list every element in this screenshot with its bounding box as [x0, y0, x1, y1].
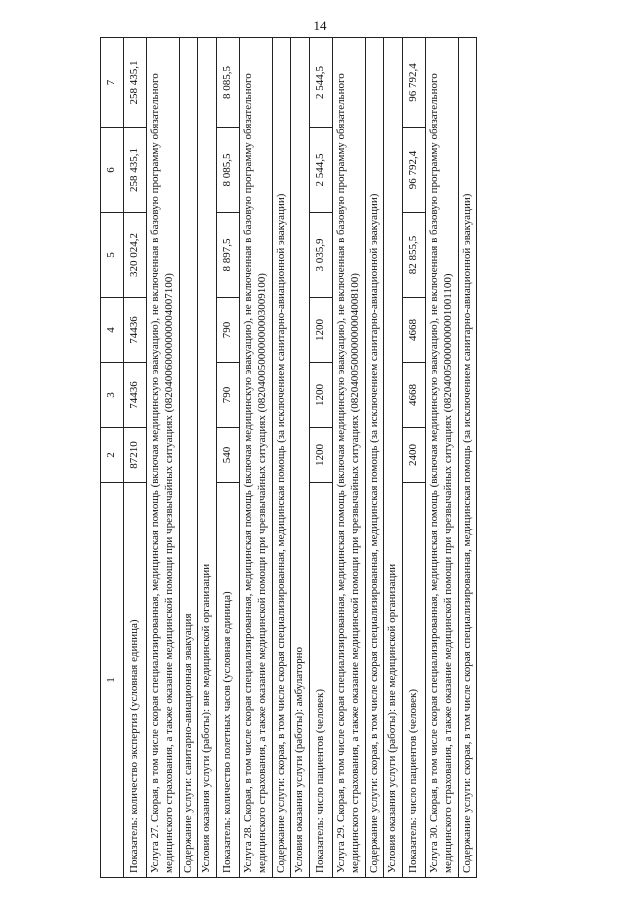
indicator-row: [310, 38, 333, 878]
section-row: [426, 38, 459, 878]
page-number: 14: [313, 18, 327, 33]
indicator-label: Показатель: количество полетных часов (условная единица): [217, 483, 240, 878]
indicator-label: Показатель: число пациентов (человек): [310, 483, 333, 878]
value-cell: 74436: [124, 298, 147, 363]
header-row: [101, 38, 124, 878]
section-text: Услуга 29. Скорая, в том числе скорая специализированная, медицинская помощь (включая медицинскую эвакуацию), не включенная в базовую программу обязательного медицинского страхования, а также оказание медицинской помощи при чрезвычайных ситуациях (082040050000000004008100): [333, 38, 366, 878]
value-cell: 2 544,5: [310, 128, 333, 213]
header-cell: 3: [101, 363, 124, 428]
value-cell: 258 435,1: [124, 128, 147, 213]
section-text: Условия оказания услуги (работы): вне медицинской организации: [384, 38, 403, 878]
section-row: [365, 38, 384, 878]
header-cell: 5: [101, 213, 124, 298]
header-cell: 6: [101, 128, 124, 213]
section-text: Услуга 28. Скорая, в том числе скорая специализированная, медицинская помощь (включая медицинскую эвакуацию), не включенная в базовую программу обязательного медицинского страхования, а также оказание медицинской помощи при чрезвычайных ситуациях (082040050000000003009100): [240, 38, 273, 878]
section-text: Услуга 27. Скорая, в том числе скорая специализированная, медицинская помощь (включая медицинскую эвакуацию), не включенная в базовую программу обязательного медицинского страхования, а также оказание медицинской помощи при чрезвычайных ситуациях (082040060000000004007100): [147, 38, 180, 878]
header-cell: 1: [101, 483, 124, 878]
value-cell: 82 855,5: [403, 213, 426, 298]
section-row: [272, 38, 291, 878]
indicator-row: [403, 38, 426, 878]
section-text: Содержание услуги: скорая, в том числе скорая специализированная, медицинская помощь (за исключением санитарно-авиационной эвакуации): [365, 38, 384, 878]
value-cell: 790: [217, 298, 240, 363]
value-cell: 540: [217, 428, 240, 483]
section-row: [240, 38, 273, 878]
value-cell: 1200: [310, 363, 333, 428]
value-cell: 258 435,1: [124, 38, 147, 128]
section-text: Условия оказания услуги (работы): амбулаторно: [291, 38, 310, 878]
indicator-label: Показатель: количество экспертиз (условная единица): [124, 483, 147, 878]
section-row: [291, 38, 310, 878]
header-cell: 2: [101, 428, 124, 483]
section-row: [198, 38, 217, 878]
value-cell: 87210: [124, 428, 147, 483]
header-cell: 4: [101, 298, 124, 363]
value-cell: 3 035,9: [310, 213, 333, 298]
section-row: [458, 38, 477, 878]
section-row: [384, 38, 403, 878]
value-cell: 96 792,4: [403, 128, 426, 213]
value-cell: 74436: [124, 363, 147, 428]
rotated-table-container: [100, 38, 580, 878]
value-cell: 8 085,5: [217, 128, 240, 213]
services-table: [100, 37, 477, 878]
section-row: [147, 38, 180, 878]
header-cell: 7: [101, 38, 124, 128]
value-cell: 8 897,5: [217, 213, 240, 298]
section-row: [179, 38, 198, 878]
section-row: [333, 38, 366, 878]
section-text: Услуга 30. Скорая, в том числе скорая специализированная, медицинская помощь (включая медицинскую эвакуацию), не включенная в базовую программу обязательного медицинского страхования, а также оказание медицинской помощи при чрезвычайных ситуациях (082040050000000001001100): [426, 38, 459, 878]
value-cell: 790: [217, 363, 240, 428]
section-text: Содержание услуги: скорая, в том числе скорая специализированная, медицинская помощь (за исключением санитарно-авиационной эвакуации): [272, 38, 291, 878]
table-body: [101, 38, 477, 878]
value-cell: 320 024,2: [124, 213, 147, 298]
value-cell: 96 792,4: [403, 38, 426, 128]
indicator-row: [217, 38, 240, 878]
section-text: Содержание услуги: скорая, в том числе скорая специализированная, медицинская помощь (за исключением санитарно-авиационной эвакуации): [458, 38, 477, 878]
value-cell: 4668: [403, 363, 426, 428]
value-cell: 8 085,5: [217, 38, 240, 128]
value-cell: 4668: [403, 298, 426, 363]
indicator-label: Показатель: число пациентов (человек): [403, 483, 426, 878]
value-cell: 1200: [310, 298, 333, 363]
value-cell: 2 544,5: [310, 38, 333, 128]
value-cell: 1200: [310, 428, 333, 483]
indicator-row: [124, 38, 147, 878]
section-text: Условия оказания услуги (работы): вне медицинской организации: [198, 38, 217, 878]
value-cell: 2400: [403, 428, 426, 483]
section-text: Содержание услуги: санитарно-авиационная эвакуация: [179, 38, 198, 878]
